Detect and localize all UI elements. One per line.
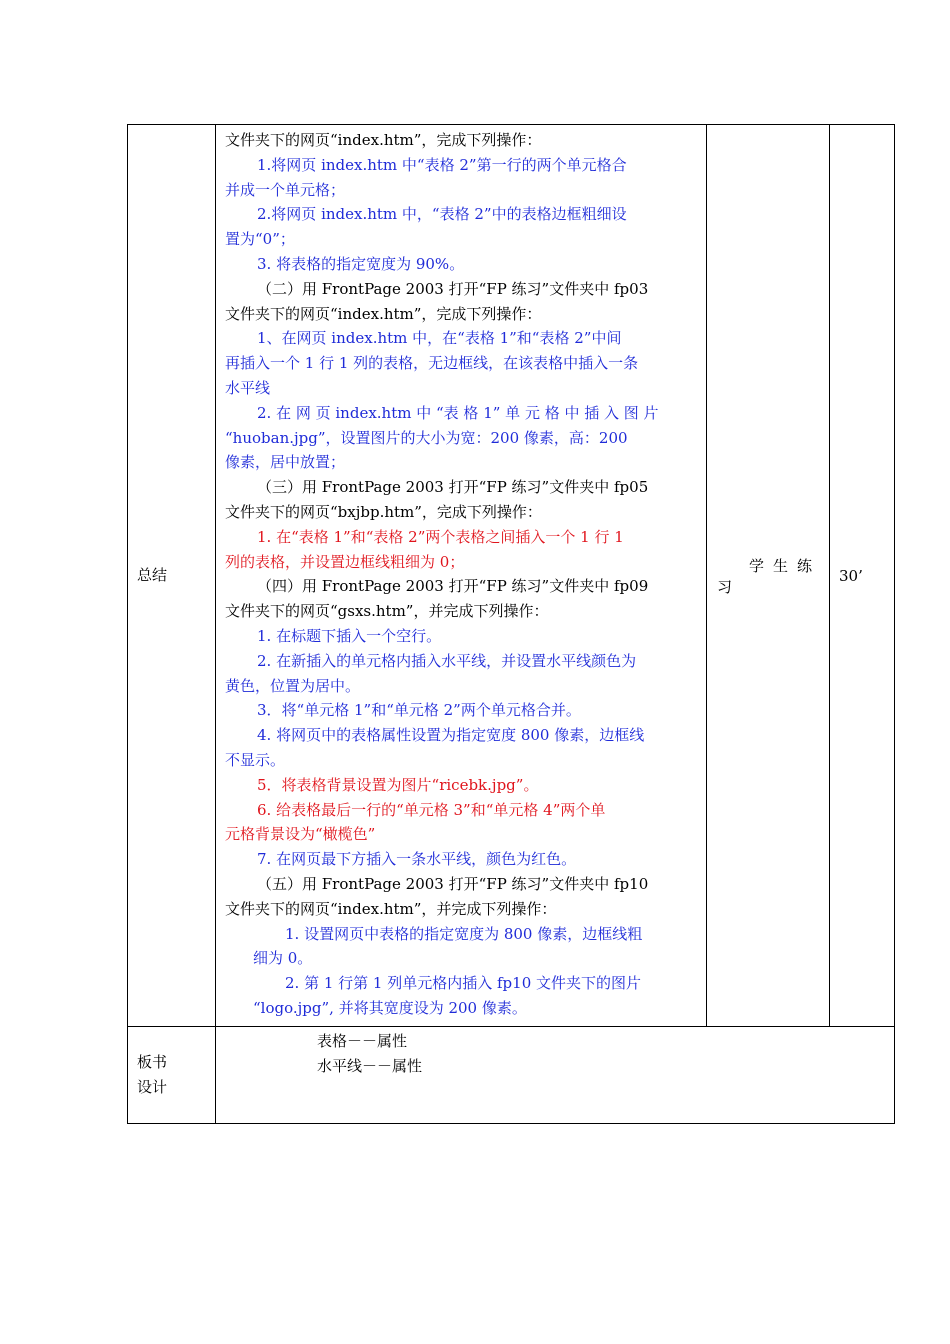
summary-line: 文件夹下的网页“bxjbp.htm”，完成下列操作： xyxy=(225,502,542,521)
summary-line: （四）用 FrontPage 2003 打开“FP 练习”文件夹中 fp09 xyxy=(257,577,649,596)
summary-label: 总结 xyxy=(137,566,168,585)
summary-line: 2.将网页 index.htm 中，“表格 2”中的表格边框粗细设 xyxy=(257,205,627,224)
summary-line: 5．将表格背景设置为图片“ricebk.jpg”。 xyxy=(257,775,539,794)
board-label-line-1: 板书 xyxy=(137,1053,168,1072)
summary-line: 3. 将表格的指定宽度为 90%。 xyxy=(257,254,465,273)
summary-line: 不显示。 xyxy=(225,750,286,769)
summary-line: 元格背景设为“橄榄色” xyxy=(225,825,376,844)
summary-line: 文件夹下的网页“index.htm”，并完成下列操作： xyxy=(225,899,557,918)
summary-line: （二）用 FrontPage 2003 打开“FP 练习”文件夹中 fp03 xyxy=(257,279,649,298)
summary-label-cell xyxy=(128,125,216,1027)
summary-line: 水平线 xyxy=(225,378,271,397)
summary-line: 列的表格，并设置边框线粗细为 0； xyxy=(225,552,465,571)
summary-line: 再插入一个 1 行 1 列的表格，无边框线，在该表格中插入一条 xyxy=(225,354,639,373)
board-line: 表格－－属性 xyxy=(317,1032,408,1050)
summary-line: 3．将“单元格 1”和“单元格 2”两个单元格合并。 xyxy=(257,701,581,720)
summary-row xyxy=(128,125,895,1027)
summary-content-cell xyxy=(216,125,707,1027)
summary-line: （三）用 FrontPage 2003 打开“FP 练习”文件夹中 fp05 xyxy=(257,478,649,497)
board-line: 水平线－－属性 xyxy=(317,1056,423,1075)
activity-cell xyxy=(707,125,830,1027)
summary-line: 文件夹下的网页“index.htm”，完成下列操作： xyxy=(225,131,542,149)
lesson-plan-table xyxy=(127,124,895,1124)
summary-line: 2. 在 网 页 index.htm 中 “表 格 1” 单 元 格 中 插 入 图 片 xyxy=(257,403,659,422)
summary-line: 置为“0”； xyxy=(225,230,295,249)
activity-label-bottom: 习 xyxy=(717,577,733,596)
summary-line: 文件夹下的网页“gsxs.htm”，并完成下列操作： xyxy=(225,602,549,621)
board-label-line-2: 设计 xyxy=(137,1078,168,1096)
summary-line: 文件夹下的网页“index.htm”，完成下列操作： xyxy=(225,304,542,323)
summary-line: 细为 0。 xyxy=(253,949,313,968)
summary-line: 并成一个单元格； xyxy=(225,180,346,199)
summary-line: （五）用 FrontPage 2003 打开“FP 练习”文件夹中 fp10 xyxy=(257,874,649,893)
board-row xyxy=(128,1027,895,1124)
summary-line: 7. 在网页最下方插入一条水平线，颜色为红色。 xyxy=(257,850,577,869)
summary-line: 1. 在“表格 1”和“表格 2”两个表格之间插入一个 1 行 1 xyxy=(257,527,624,546)
summary-line: 1. 设置网页中表格的指定宽度为 800 像素，边框线粗 xyxy=(285,924,643,943)
activity-label-top: 学生练 xyxy=(748,556,821,575)
summary-line: 2. 第 1 行第 1 列单元格内插入 fp10 文件夹下的图片 xyxy=(285,974,642,993)
board-content-cell xyxy=(216,1027,895,1124)
board-label-cell xyxy=(128,1027,216,1124)
summary-line: 6. 给表格最后一行的“单元格 3”和“单元格 4”两个单 xyxy=(257,800,606,819)
time-value: 30’ xyxy=(839,566,863,585)
summary-line: 黄色，位置为居中。 xyxy=(225,676,361,695)
summary-line: 1.将网页 index.htm 中“表格 2”第一行的两个单元格合 xyxy=(257,155,627,174)
summary-line: 1. 在标题下插入一个空行。 xyxy=(257,626,442,645)
summary-line: 1、在网页 index.htm 中，在“表格 1”和“表格 2”中间 xyxy=(257,329,622,348)
summary-line: “logo.jpg”, 并将其宽度设为 200 像素。 xyxy=(253,998,527,1017)
summary-line: 像素，居中放置； xyxy=(225,453,346,472)
summary-line: 2. 在新插入的单元格内插入水平线，并设置水平线颜色为 xyxy=(257,651,637,670)
summary-line: 4. 将网页中的表格属性设置为指定宽度 800 像素，边框线 xyxy=(257,726,645,745)
summary-line: “huoban.jpg”，设置图片的大小为宽：200 像素，高：200 xyxy=(225,428,628,447)
time-cell xyxy=(830,125,895,1027)
